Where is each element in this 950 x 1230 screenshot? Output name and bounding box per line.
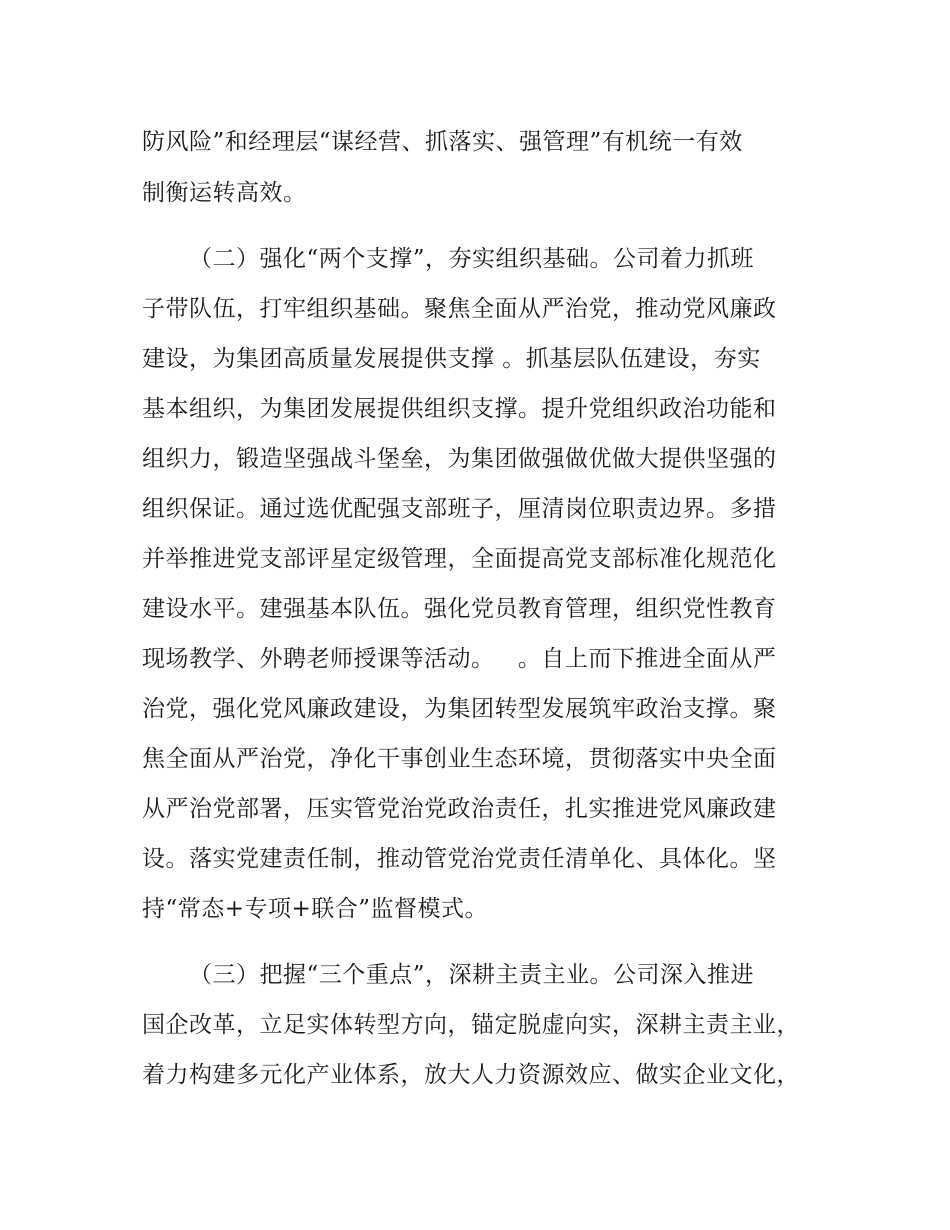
section-heading-line: （二）强化“两个支撑”，夯实组织基础。公司着力抓班	[189, 246, 755, 272]
text-line: 制衡运转高效。	[142, 180, 307, 206]
section-heading-line: （三）把握“三个重点”，深耕主责主业。公司深入推进	[189, 962, 755, 988]
text-line: 建设水平。建强基本队伍。强化党员教育管理，组织党性教育	[142, 596, 777, 622]
text-line: 设。落实党建责任制，推动管党治党责任清单化、具体化。坚	[142, 846, 777, 872]
text-line: 治党，强化党风廉政建设，为集团转型发展筑牢政治支撑。聚	[142, 696, 777, 722]
text-line: 着力构建多元化产业体系，放大人力资源效应、做实企业文化，	[142, 1062, 800, 1088]
text-line: 组织保证。通过选优配强支部班子，厘清岗位职责边界。多措	[142, 496, 777, 522]
text-line: 子带队伍，打牢组织基础。聚焦全面从严治党，推动党风廉政	[142, 296, 777, 322]
text-line: 建设，为集团高质量发展提供支撑 。抓基层队伍建设，夯实	[142, 346, 761, 372]
text-line: 并举推进党支部评星定级管理，全面提高党支部标准化规范化	[142, 546, 777, 572]
text-line: 基本组织，为集团发展提供组织支撑。提升党组织政治功能和	[142, 396, 777, 422]
text-line: 持“常态+专项+联合”监督模式。	[142, 896, 489, 922]
text-line: 现场教学、外聘老师授课等活动。 。自上而下推进全面从严	[142, 646, 777, 672]
text-line: 组织力，锻造坚强战斗堡垒，为集团做强做优做大提供坚强的	[142, 446, 777, 472]
text-line: 焦全面从严治党，净化干事创业生态环境，贯彻落实中央全面	[142, 746, 777, 772]
text-line: 国企改革，立足实体转型方向，锚定脱虚向实，深耕主责主业，	[142, 1012, 800, 1038]
text-line: 防风险”和经理层“谋经营、抓落实、强管理”有机统一有效	[142, 129, 743, 155]
text-line: 从严治党部署，压实管党治党政治责任，扎实推进党风廉政建	[142, 796, 777, 822]
